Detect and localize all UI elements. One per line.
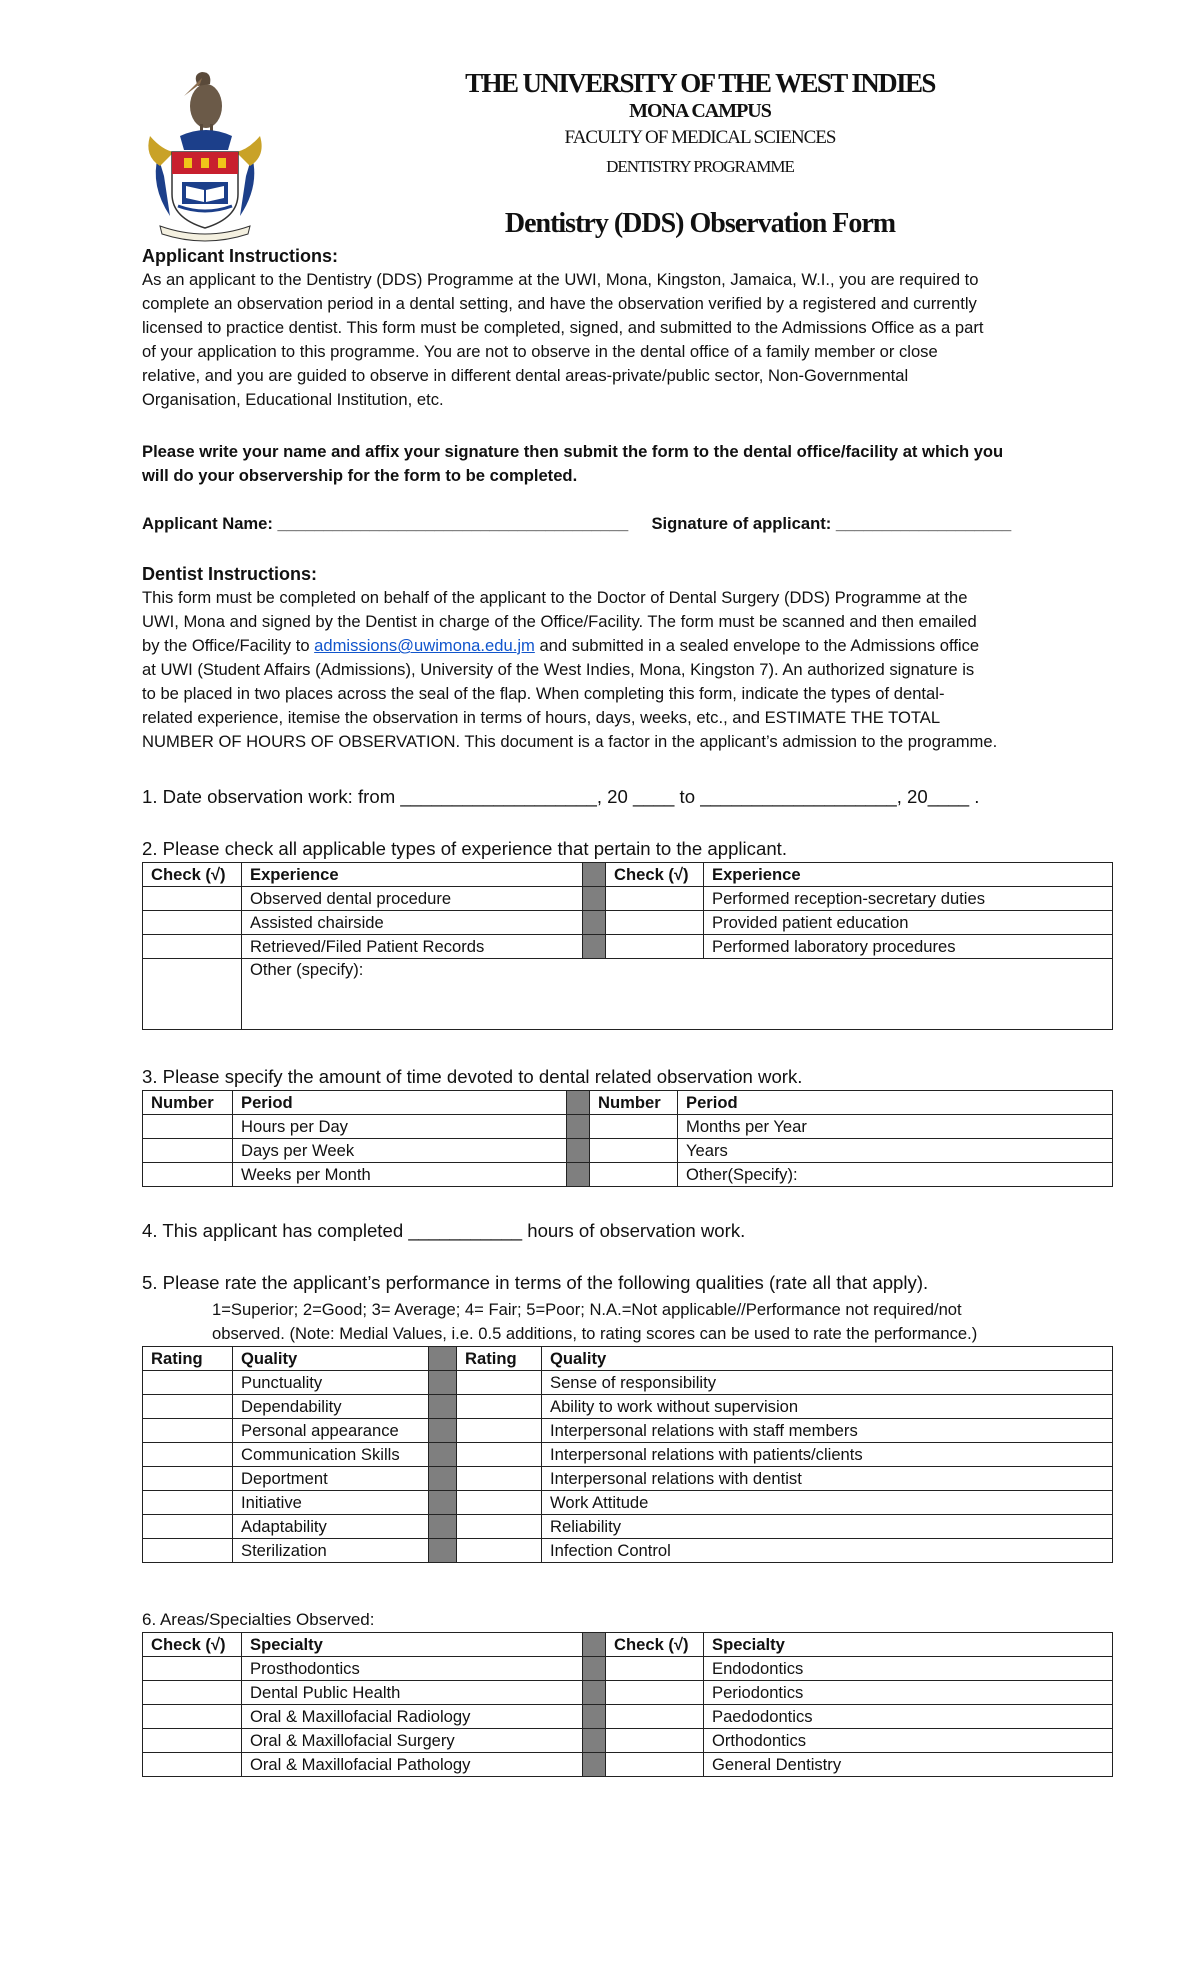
divider-cell bbox=[583, 935, 606, 959]
divider-cell bbox=[429, 1539, 457, 1563]
number-header: Number bbox=[143, 1091, 233, 1115]
q5-title: 5. Please rate the applicant’s performance in terms of the following qualities (rate all that apply). bbox=[142, 1272, 929, 1293]
table-row bbox=[143, 887, 1113, 911]
check-cell[interactable] bbox=[143, 1729, 242, 1753]
rating-note-line: 1=Superior; 2=Good; 3= Average; 4= Fair; 5=Poor; N.A.=Not applicable//Performance not required/not bbox=[212, 1300, 962, 1319]
number-cell[interactable] bbox=[143, 1139, 233, 1163]
number-cell[interactable] bbox=[590, 1163, 678, 1187]
divider-cell bbox=[429, 1347, 457, 1371]
quality-cell: Punctuality bbox=[233, 1371, 429, 1395]
instruction-line: will do your observership for the form to be completed. bbox=[142, 466, 578, 485]
divider-cell bbox=[583, 887, 606, 911]
instruction-line: Organisation, Educational Institution, etc. bbox=[142, 390, 444, 409]
rating-scale-note bbox=[212, 1298, 1072, 1346]
quality-cell: Infection Control bbox=[542, 1539, 1113, 1563]
table-row bbox=[143, 1419, 1113, 1443]
divider-cell bbox=[583, 1753, 606, 1777]
rating-cell[interactable] bbox=[457, 1395, 542, 1419]
rating-cell[interactable] bbox=[457, 1539, 542, 1563]
admissions-email-link[interactable]: admissions@uwimona.edu.jm bbox=[314, 636, 535, 655]
rating-cell[interactable] bbox=[143, 1515, 233, 1539]
specialty-cell: Periodontics bbox=[704, 1681, 1113, 1705]
other-specify-cell[interactable]: Other (specify): bbox=[242, 959, 1113, 1030]
table-row bbox=[143, 1443, 1113, 1467]
instruction-text: and submitted in a sealed envelope to the Admissions office bbox=[534, 636, 980, 655]
instruction-line: relative, and you are guided to observe in different dental areas-private/public sector, Non-Governmental bbox=[142, 366, 909, 385]
q1-date-observation[interactable]: 1. Date observation work: from ___________________, 20 ____ to ___________________, 20____ . bbox=[142, 786, 980, 807]
instruction-line: of your application to this programme. You are not to observe in the dental office of a family member or close bbox=[142, 342, 938, 361]
table-row bbox=[143, 911, 1113, 935]
table-row bbox=[143, 1681, 1113, 1705]
rating-cell[interactable] bbox=[143, 1371, 233, 1395]
instruction-line: UWI, Mona and signed by the Dentist in charge of the Office/Facility. The form must be scanned and then emailed bbox=[142, 612, 977, 631]
check-cell[interactable] bbox=[143, 1753, 242, 1777]
experience-header: Experience bbox=[704, 863, 1113, 887]
dentist-instructions bbox=[142, 562, 1062, 754]
period-cell: Weeks per Month bbox=[233, 1163, 567, 1187]
specialty-cell: General Dentistry bbox=[704, 1753, 1113, 1777]
check-cell[interactable] bbox=[606, 1729, 704, 1753]
rating-header: Rating bbox=[457, 1347, 542, 1371]
specialty-cell: Prosthodontics bbox=[242, 1657, 583, 1681]
check-cell[interactable] bbox=[143, 911, 242, 935]
check-header: Check (√) bbox=[606, 863, 704, 887]
period-cell: Days per Week bbox=[233, 1139, 567, 1163]
check-cell[interactable] bbox=[606, 1705, 704, 1729]
experience-cell: Observed dental procedure bbox=[242, 887, 583, 911]
programme-name: DENTISTRY PROGRAMME bbox=[606, 157, 794, 176]
specialty-header: Specialty bbox=[242, 1633, 583, 1657]
divider-cell bbox=[567, 1163, 590, 1187]
quality-header: Quality bbox=[542, 1347, 1113, 1371]
quality-cell: Sense of responsibility bbox=[542, 1371, 1113, 1395]
divider-cell bbox=[429, 1515, 457, 1539]
rating-cell[interactable] bbox=[143, 1395, 233, 1419]
divider-cell bbox=[583, 1657, 606, 1681]
divider-cell bbox=[567, 1139, 590, 1163]
number-cell[interactable] bbox=[143, 1163, 233, 1187]
check-cell[interactable] bbox=[606, 1681, 704, 1705]
specialty-table bbox=[142, 1632, 1113, 1777]
uwi-crest-icon bbox=[140, 66, 270, 242]
rating-note-line: observed. (Note: Medial Values, i.e. 0.5 additions, to rating scores can be used to rate the performance.) bbox=[212, 1324, 978, 1343]
period-cell: Other(Specify): bbox=[678, 1163, 1113, 1187]
check-header: Check (√) bbox=[143, 863, 242, 887]
experience-table bbox=[142, 862, 1113, 1030]
number-header: Number bbox=[590, 1091, 678, 1115]
experience-header: Experience bbox=[242, 863, 583, 887]
instruction-line: As an applicant to the Dentistry (DDS) Programme at the UWI, Mona, Kingston, Jamaica, W.I., you are required to bbox=[142, 270, 979, 289]
rating-header: Rating bbox=[143, 1347, 233, 1371]
divider-cell bbox=[429, 1443, 457, 1467]
instruction-line: complete an observation period in a dental setting, and have the observation verified by a registered and currently bbox=[142, 294, 977, 313]
q4-hours-completed[interactable]: 4. This applicant has completed ___________ hours of observation work. bbox=[142, 1220, 746, 1241]
q6-title: 6. Areas/Specialties Observed: bbox=[142, 1610, 375, 1629]
divider-cell bbox=[429, 1371, 457, 1395]
table-header-row bbox=[143, 863, 1113, 887]
divider-cell bbox=[567, 1091, 590, 1115]
campus-name: MONA CAMPUS bbox=[629, 100, 771, 122]
check-cell[interactable] bbox=[606, 887, 704, 911]
quality-cell: Communication Skills bbox=[233, 1443, 429, 1467]
experience-cell: Provided patient education bbox=[704, 911, 1113, 935]
experience-cell: Assisted chairside bbox=[242, 911, 583, 935]
table-header-row bbox=[143, 1633, 1113, 1657]
check-cell[interactable] bbox=[606, 935, 704, 959]
quality-cell: Interpersonal relations with dentist bbox=[542, 1467, 1113, 1491]
specialty-cell: Oral & Maxillofacial Pathology bbox=[242, 1753, 583, 1777]
table-row bbox=[143, 1139, 1113, 1163]
instruction-line: This form must be completed on behalf of the applicant to the Doctor of Dental Surgery (DDS) Programme at the bbox=[142, 588, 968, 607]
quality-header: Quality bbox=[233, 1347, 429, 1371]
specialty-cell: Dental Public Health bbox=[242, 1681, 583, 1705]
period-header: Period bbox=[678, 1091, 1113, 1115]
period-cell: Months per Year bbox=[678, 1115, 1113, 1139]
time-table bbox=[142, 1090, 1113, 1187]
rating-cell[interactable] bbox=[457, 1515, 542, 1539]
applicant-instructions-heading: Applicant Instructions: bbox=[142, 246, 339, 266]
divider-cell bbox=[583, 1681, 606, 1705]
rating-cell[interactable] bbox=[143, 1419, 233, 1443]
applicant-name-row bbox=[142, 512, 1062, 536]
check-cell[interactable] bbox=[143, 1705, 242, 1729]
check-header: Check (√) bbox=[606, 1633, 704, 1657]
faculty-name: FACULTY OF MEDICAL SCIENCES bbox=[564, 127, 836, 148]
rating-cell[interactable] bbox=[457, 1419, 542, 1443]
applicant-instructions bbox=[142, 244, 1062, 412]
rating-cell[interactable] bbox=[457, 1443, 542, 1467]
rating-cell[interactable] bbox=[457, 1491, 542, 1515]
specialty-cell: Paedodontics bbox=[704, 1705, 1113, 1729]
instruction-line bbox=[142, 634, 1062, 658]
quality-cell: Work Attitude bbox=[542, 1491, 1113, 1515]
rating-cell[interactable] bbox=[457, 1371, 542, 1395]
number-cell[interactable] bbox=[590, 1139, 678, 1163]
divider-cell bbox=[583, 1705, 606, 1729]
quality-cell: Personal appearance bbox=[233, 1419, 429, 1443]
table-row bbox=[143, 1753, 1113, 1777]
table-row bbox=[143, 1491, 1113, 1515]
quality-cell: Dependability bbox=[233, 1395, 429, 1419]
table-header-row bbox=[143, 1091, 1113, 1115]
instruction-line: NUMBER OF HOURS OF OBSERVATION. This document is a factor in the applicant’s admission to the programme. bbox=[142, 732, 998, 751]
divider-cell bbox=[583, 911, 606, 935]
table-row bbox=[143, 1395, 1113, 1419]
table-row bbox=[143, 1163, 1113, 1187]
quality-cell: Ability to work without supervision bbox=[542, 1395, 1113, 1419]
q2-title: 2. Please check all applicable types of experience that pertain to the applicant. bbox=[142, 838, 787, 859]
divider-cell bbox=[583, 863, 606, 887]
instruction-line: related experience, itemise the observation in terms of hours, days, weeks, etc., and ESTIMATE THE TOTAL bbox=[142, 708, 941, 727]
applicant-sign-instruction bbox=[142, 440, 1062, 488]
specialty-cell: Oral & Maxillofacial Surgery bbox=[242, 1729, 583, 1753]
dentist-instructions-heading: Dentist Instructions: bbox=[142, 564, 318, 584]
rating-cell[interactable] bbox=[143, 1443, 233, 1467]
form-title: Dentistry (DDS) Observation Form bbox=[504, 208, 896, 239]
divider-cell bbox=[583, 1729, 606, 1753]
quality-cell: Interpersonal relations with staff members bbox=[542, 1419, 1113, 1443]
table-row bbox=[143, 1115, 1113, 1139]
divider-cell bbox=[567, 1115, 590, 1139]
applicant-signature-field[interactable]: Signature of applicant: ___________________ bbox=[651, 514, 1012, 533]
instruction-line: Please write your name and affix your signature then submit the form to the dental office/facility at which you bbox=[142, 442, 1004, 461]
number-cell[interactable] bbox=[143, 1115, 233, 1139]
quality-cell: Sterilization bbox=[233, 1539, 429, 1563]
experience-cell: Retrieved/Filed Patient Records bbox=[242, 935, 583, 959]
applicant-name-field[interactable]: Applicant Name: ______________________________________ bbox=[142, 514, 629, 533]
instruction-line: to be placed in two places across the seal of the flap. When completing this form, indicate the types of dental- bbox=[142, 684, 945, 703]
specialty-cell: Endodontics bbox=[704, 1657, 1113, 1681]
table-row bbox=[143, 1729, 1113, 1753]
quality-cell: Interpersonal relations with patients/clients bbox=[542, 1443, 1113, 1467]
table-row bbox=[143, 1657, 1113, 1681]
quality-cell: Adaptability bbox=[233, 1515, 429, 1539]
specialty-header: Specialty bbox=[704, 1633, 1113, 1657]
table-header-row bbox=[143, 1347, 1113, 1371]
experience-cell: Performed reception-secretary duties bbox=[704, 887, 1113, 911]
table-row bbox=[143, 959, 1113, 1030]
rating-cell[interactable] bbox=[143, 1467, 233, 1491]
check-cell[interactable] bbox=[143, 1681, 242, 1705]
table-row bbox=[143, 1467, 1113, 1491]
instruction-line: at UWI (Student Affairs (Admissions), University of the West Indies, Mona, Kingston 7). An authorized signature is bbox=[142, 660, 975, 679]
check-cell[interactable] bbox=[143, 887, 242, 911]
table-row bbox=[143, 1539, 1113, 1563]
specialty-cell: Oral & Maxillofacial Radiology bbox=[242, 1705, 583, 1729]
rating-cell[interactable] bbox=[143, 1539, 233, 1563]
quality-cell: Initiative bbox=[233, 1491, 429, 1515]
rating-table bbox=[142, 1346, 1113, 1563]
divider-cell bbox=[429, 1491, 457, 1515]
experience-cell: Performed laboratory procedures bbox=[704, 935, 1113, 959]
specialty-cell: Orthodontics bbox=[704, 1729, 1113, 1753]
instruction-text: by the Office/Facility to bbox=[142, 636, 315, 655]
divider-cell bbox=[429, 1395, 457, 1419]
rating-cell[interactable] bbox=[457, 1467, 542, 1491]
table-row bbox=[143, 1515, 1113, 1539]
table-row bbox=[143, 1371, 1113, 1395]
check-cell[interactable] bbox=[143, 1657, 242, 1681]
check-cell[interactable] bbox=[606, 1657, 704, 1681]
check-header: Check (√) bbox=[143, 1633, 242, 1657]
university-name: THE UNIVERSITY OF THE WEST INDIES bbox=[465, 68, 935, 98]
check-cell[interactable] bbox=[143, 959, 242, 1030]
check-cell[interactable] bbox=[606, 911, 704, 935]
period-cell: Hours per Day bbox=[233, 1115, 567, 1139]
table-row bbox=[143, 935, 1113, 959]
period-cell: Years bbox=[678, 1139, 1113, 1163]
divider-cell bbox=[583, 1633, 606, 1657]
q3-title: 3. Please specify the amount of time devoted to dental related observation work. bbox=[142, 1066, 803, 1087]
divider-cell bbox=[429, 1467, 457, 1491]
instruction-line: licensed to practice dentist. This form must be completed, signed, and submitted to the Admissions Office as a part bbox=[142, 318, 984, 337]
divider-cell bbox=[429, 1419, 457, 1443]
number-cell[interactable] bbox=[590, 1115, 678, 1139]
quality-cell: Deportment bbox=[233, 1467, 429, 1491]
check-cell[interactable] bbox=[143, 935, 242, 959]
rating-cell[interactable] bbox=[143, 1491, 233, 1515]
quality-cell: Reliability bbox=[542, 1515, 1113, 1539]
check-cell[interactable] bbox=[606, 1753, 704, 1777]
table-row bbox=[143, 1705, 1113, 1729]
period-header: Period bbox=[233, 1091, 567, 1115]
